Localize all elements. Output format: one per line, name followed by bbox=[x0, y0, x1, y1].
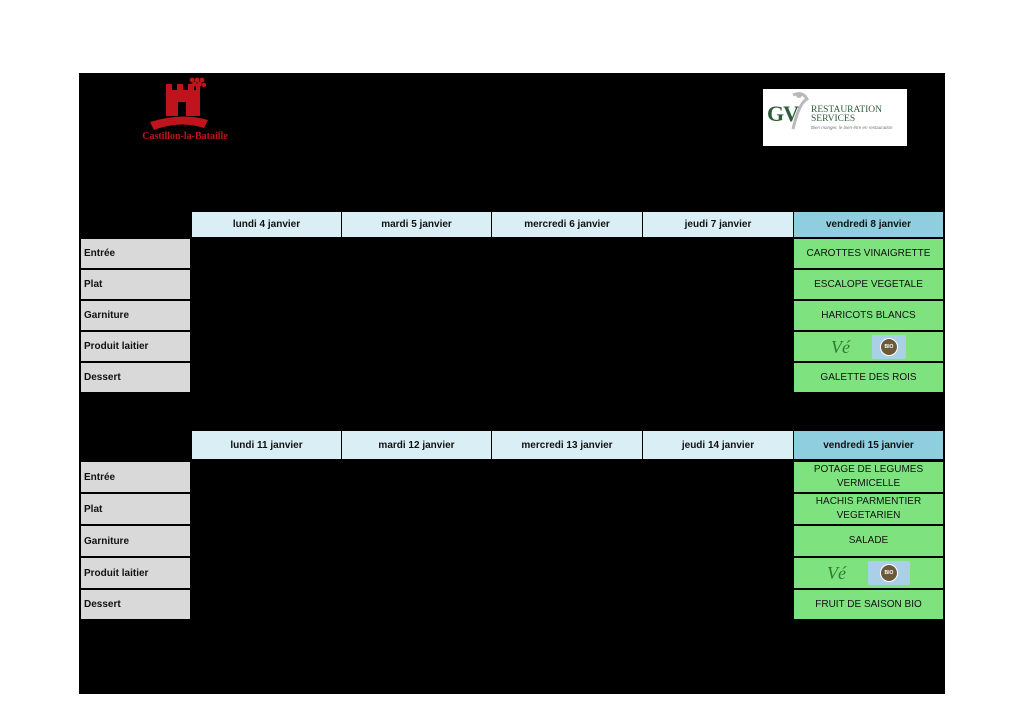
week2-day-monday: lundi 11 janvier bbox=[192, 431, 341, 459]
week1-friday-plat: ESCALOPE VEGETALE bbox=[794, 270, 943, 299]
week1-day-monday: lundi 4 janvier bbox=[192, 212, 341, 237]
week1-row-plat: Plat bbox=[81, 270, 190, 299]
organic-label-text: BIO bbox=[880, 564, 898, 582]
week1-day-wednesday: mercredi 6 janvier bbox=[492, 212, 642, 237]
week2-day-tuesday: mardi 12 janvier bbox=[342, 431, 491, 459]
week1-day-thursday: jeudi 7 janvier bbox=[643, 212, 793, 237]
caterer-name-line1: RESTAURATION bbox=[811, 105, 883, 115]
vegetarian-icon: Vé bbox=[827, 563, 846, 583]
caterer-logo bbox=[763, 89, 907, 146]
week1-day-friday: vendredi 8 janvier bbox=[794, 212, 943, 237]
week2-friday-dessert: FRUIT DE SAISON BIO bbox=[794, 590, 943, 619]
week1-friday-entree: CAROTTES VINAIGRETTE bbox=[794, 239, 943, 268]
organic-label-text: BIO bbox=[880, 338, 898, 356]
town-logo bbox=[120, 76, 250, 146]
castle-icon bbox=[120, 76, 250, 132]
week2-row-dessert: Dessert bbox=[81, 590, 190, 619]
caterer-tagline: Bien manger, le bien-être en restauration bbox=[811, 125, 893, 130]
organic-label-icon bbox=[872, 335, 906, 359]
week1-row-dessert: Dessert bbox=[81, 363, 190, 392]
week2-friday-produit-laitier bbox=[794, 558, 943, 588]
caterer-name bbox=[811, 106, 882, 124]
vegetarian-icon: Vé bbox=[831, 336, 850, 357]
caterer-name-line2: SERVICES bbox=[811, 114, 856, 124]
week2-row-garniture: Garniture bbox=[81, 526, 190, 556]
week2-day-wednesday: mercredi 13 janvier bbox=[492, 431, 642, 459]
week2-friday-plat: HACHIS PARMENTIER VEGETARIEN bbox=[794, 494, 943, 524]
week1-friday-dessert: GALETTE DES ROIS bbox=[794, 363, 943, 392]
week1-friday-garniture: HARICOTS BLANCS bbox=[794, 301, 943, 330]
week1-row-garniture: Garniture bbox=[81, 301, 190, 330]
week1-row-entree: Entrée bbox=[81, 239, 190, 268]
organic-label-icon bbox=[868, 561, 910, 585]
caterer-initials: GV bbox=[767, 101, 798, 126]
town-name: Castillon-la-Bataille bbox=[142, 131, 228, 142]
week2-row-produit-laitier: Produit laitier bbox=[81, 558, 190, 588]
week2-day-thursday: jeudi 14 janvier bbox=[643, 431, 793, 459]
week1-day-tuesday: mardi 5 janvier bbox=[342, 212, 491, 237]
week2-day-friday: vendredi 15 janvier bbox=[794, 431, 943, 459]
week2-friday-garniture: SALADE bbox=[794, 526, 943, 556]
week2-row-entree: Entrée bbox=[81, 462, 190, 492]
week2-row-plat: Plat bbox=[81, 494, 190, 524]
week1-row-produit-laitier: Produit laitier bbox=[81, 332, 190, 361]
week1-friday-produit-laitier bbox=[794, 332, 943, 361]
week2-friday-entree: POTAGE DE LEGUMES VERMICELLE bbox=[794, 462, 943, 492]
